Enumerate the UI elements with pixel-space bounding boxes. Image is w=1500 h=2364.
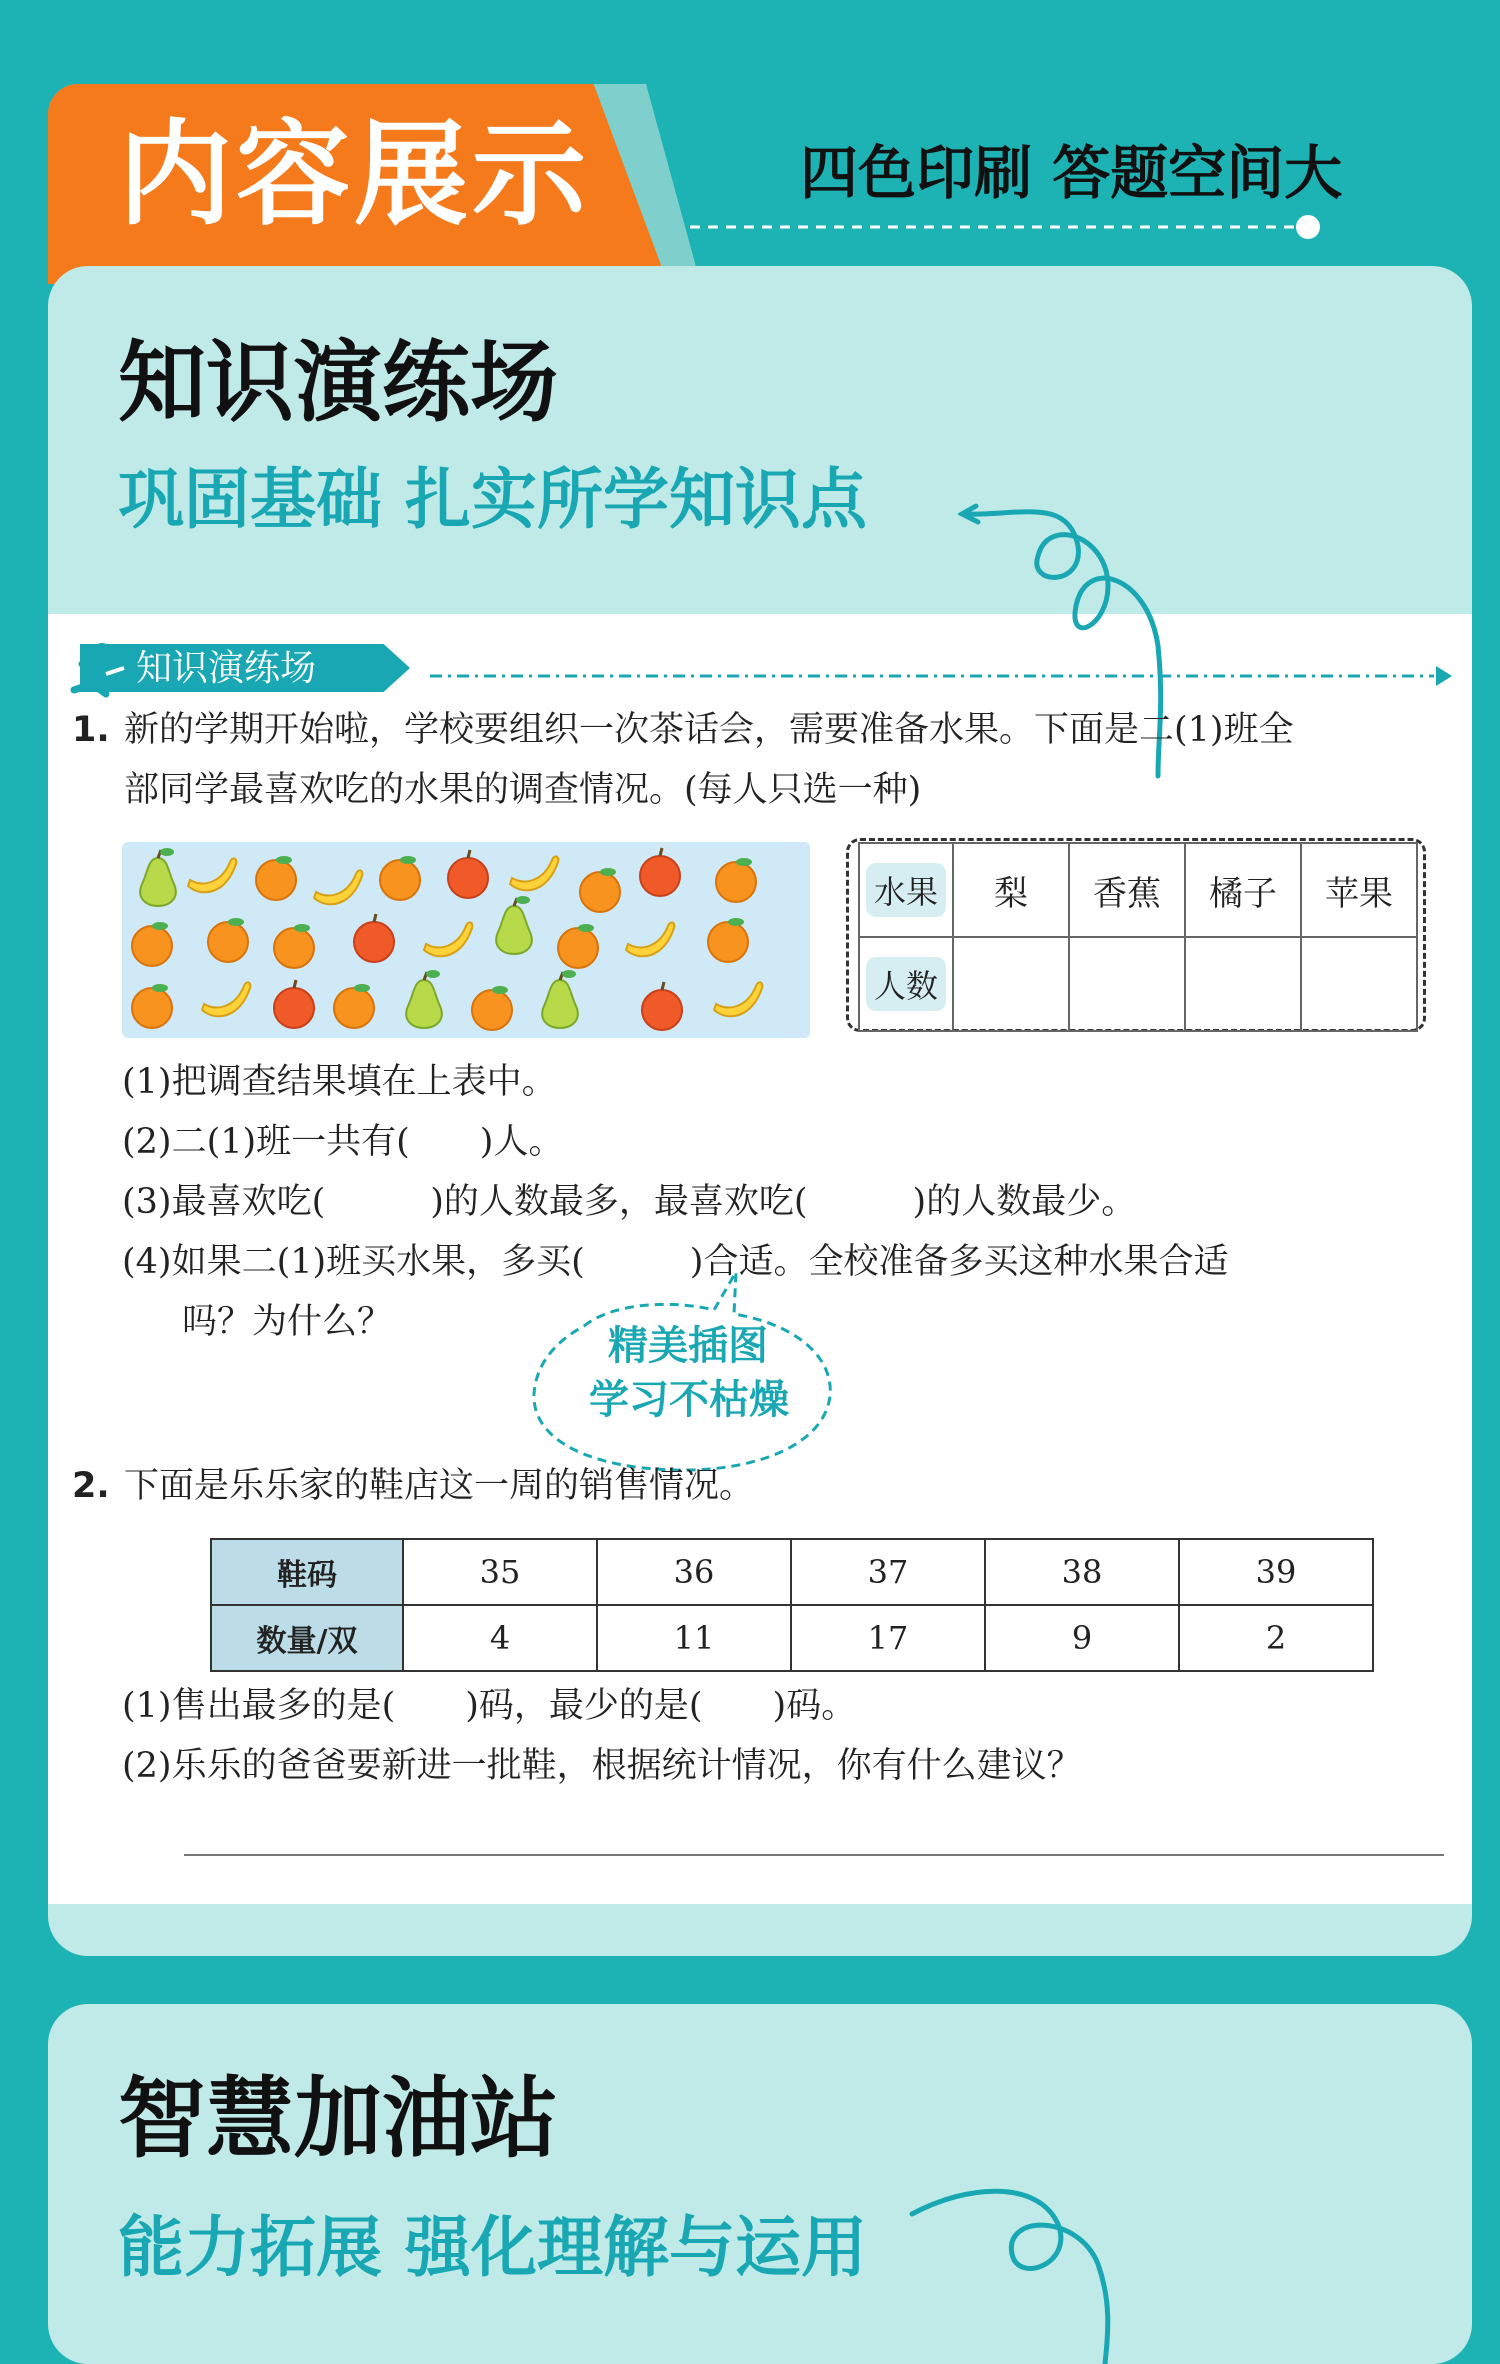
- section-dashed-divider: [430, 664, 1460, 688]
- sub-question: (1)售出最多的是( )码，最少的是( )码。: [122, 1686, 857, 1726]
- fruit-cell: 梨: [953, 843, 1069, 937]
- fruit-cell: 橘子: [1185, 843, 1301, 937]
- fruit-illustration: [122, 842, 810, 1038]
- question-text: 部同学最喜欢吃的水果的调查情况。(每人只选一种): [124, 770, 922, 810]
- count-cell: 4: [403, 1605, 597, 1671]
- card-title: 智慧加油站: [118, 2067, 559, 2170]
- count-cell: 11: [597, 1605, 791, 1671]
- sub-question: (2)乐乐的爸爸要新进一批鞋，根据统计情况，你有什么建议？: [122, 1746, 1082, 1786]
- size-cell: 38: [985, 1539, 1179, 1605]
- card-slogan: 巩固基础 扎实所学知识点: [118, 461, 867, 538]
- table-row-header: 人数: [859, 937, 953, 1031]
- size-cell: 35: [403, 1539, 597, 1605]
- sub-question: (4)如果二(1)班买水果，多买( )合适。全校准备多买这种水果合适: [122, 1242, 1229, 1282]
- fruit-cell: 苹果: [1301, 843, 1417, 937]
- page-subtitle: 四色印刷 答题空间大: [800, 139, 1343, 207]
- sub-question: 吗？为什么？: [182, 1302, 393, 1342]
- runner-icon: [62, 638, 132, 698]
- count-cell: 2: [1179, 1605, 1373, 1671]
- count-cell: 17: [791, 1605, 985, 1671]
- callout-text: 学习不枯燥: [589, 1377, 789, 1423]
- card-wisdom-station: [48, 2004, 1472, 2364]
- size-cell: 37: [791, 1539, 985, 1605]
- fruit-cell: 香蕉: [1069, 843, 1185, 937]
- answer-cell[interactable]: [953, 937, 1069, 1031]
- swirl-decoration-icon: [908, 2174, 1168, 2364]
- size-cell: 39: [1179, 1539, 1373, 1605]
- card-slogan: 能力拓展 强化理解与运用: [118, 2209, 867, 2286]
- table-row-header: 鞋码: [211, 1539, 403, 1605]
- section-banner-label: 知识演练场: [136, 648, 317, 689]
- card-knowledge-practice: [48, 266, 1472, 1956]
- question-number: 2.: [72, 1466, 110, 1506]
- size-cell: 36: [597, 1539, 791, 1605]
- card-title: 知识演练场: [118, 331, 559, 434]
- shoe-sales-table: [210, 1538, 1374, 1672]
- table-row-header: 水果: [859, 843, 953, 937]
- page-title: 内容展示: [118, 108, 591, 241]
- callout-text: 精美插图: [608, 1323, 768, 1369]
- sub-question: (2)二(1)班一共有( )人。: [122, 1122, 564, 1162]
- table-row-header: 数量/双: [211, 1605, 403, 1671]
- answer-line[interactable]: [184, 1854, 1444, 1856]
- sub-question: (3)最喜欢吃( )的人数最多，最喜欢吃( )的人数最少。: [122, 1182, 1137, 1222]
- fruit-survey-table: [858, 842, 1418, 1032]
- question-text: 下面是乐乐家的鞋店这一周的销售情况。: [124, 1466, 755, 1506]
- question-text: 新的学期开始啦，学校要组织一次茶话会，需要准备水果。下面是二(1)班全: [124, 710, 1294, 750]
- answer-cell[interactable]: [1185, 937, 1301, 1031]
- header-dashed-divider: [690, 212, 1330, 242]
- sub-question: (1)把调查结果填在上表中。: [122, 1062, 557, 1102]
- count-cell: 9: [985, 1605, 1179, 1671]
- answer-cell[interactable]: [1301, 937, 1417, 1031]
- answer-cell[interactable]: [1069, 937, 1185, 1031]
- question-number: 1.: [72, 710, 110, 750]
